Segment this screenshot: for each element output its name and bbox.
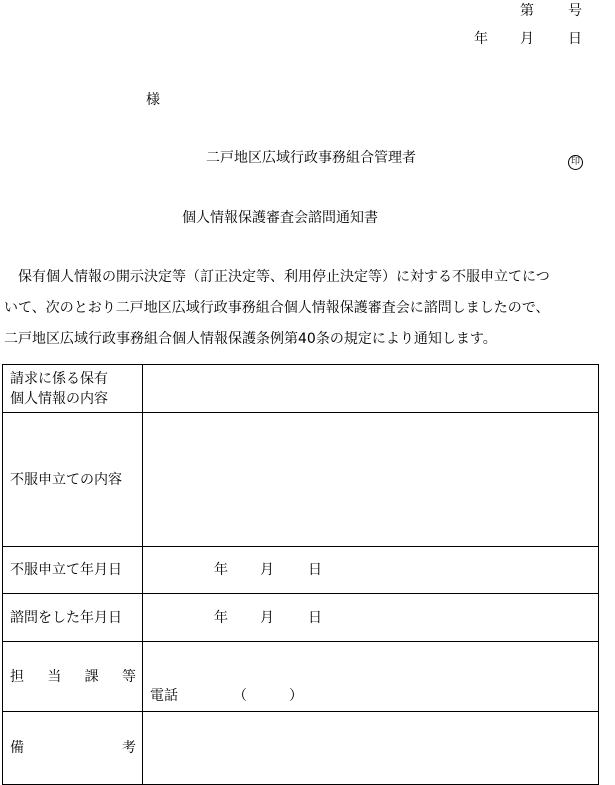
row-objection-content: [3, 413, 599, 547]
label-department-char-3: 課: [84, 668, 99, 685]
label-department-char-2: 当: [47, 668, 62, 685]
value-objection-date[interactable]: [143, 547, 599, 594]
row-objection-date: [3, 547, 599, 594]
label-objection-content: [3, 413, 143, 547]
label-remarks-char-1: 備: [10, 740, 24, 756]
label-requested-info-line2: 個人情報の内容: [10, 390, 108, 407]
row-consultation-date: [3, 594, 599, 642]
number-dai: 第: [520, 3, 534, 19]
addressee-suffix: 様: [146, 92, 160, 108]
objection-date-tsuki: 月: [260, 562, 274, 578]
label-objection-date: [3, 547, 143, 594]
number-go: 号: [568, 3, 582, 19]
label-consultation-date-text: 諮問をした年月日: [10, 609, 122, 626]
label-objection-content-text: 不服申立ての内容: [10, 471, 122, 488]
value-remarks[interactable]: [143, 712, 599, 785]
sender-name: 二戸地区広域行政事務組合管理者: [206, 150, 416, 166]
objection-date-fields: [143, 547, 598, 593]
label-requested-info: [3, 365, 143, 413]
phone-label: 電話: [150, 688, 178, 704]
seal-mark: [568, 151, 583, 170]
row-remarks: [3, 712, 599, 785]
label-consultation-date: [3, 594, 143, 642]
label-remarks: [3, 712, 143, 785]
label-remarks-char-2: 考: [122, 740, 136, 756]
consultation-date-fields: [143, 594, 598, 641]
date-tsuki: 月: [520, 31, 534, 47]
date-nen: 年: [474, 31, 488, 47]
body-line-3: 二戸地区広域行政事務組合個人情報保護条例第40条の規定により通知します。: [4, 331, 497, 347]
date-hi: 日: [568, 31, 582, 47]
value-requested-info[interactable]: [143, 365, 599, 413]
label-objection-date-text: 不服申立て年月日: [10, 562, 122, 578]
row-department: [3, 642, 599, 712]
label-department-char-4: 等: [121, 668, 136, 685]
consultation-date-nen: 年: [214, 609, 228, 626]
value-department[interactable]: [143, 642, 599, 712]
row-requested-info: [3, 365, 599, 413]
phone-line: [143, 686, 598, 708]
seal-icon: 印: [568, 155, 583, 170]
objection-date-nen: 年: [214, 562, 228, 578]
consultation-date-hi: 日: [308, 609, 322, 626]
phone-paren-close: ）: [289, 688, 303, 704]
label-remarks-text: [10, 738, 136, 758]
label-department-text: [10, 667, 136, 687]
label-requested-info-line1: 請求に係る保有: [10, 370, 108, 387]
objection-date-hi: 日: [308, 562, 322, 578]
consultation-date-tsuki: 月: [260, 609, 274, 626]
label-department-char-1: 担: [10, 668, 24, 685]
value-consultation-date[interactable]: [143, 594, 599, 642]
body-line-1: 保有個人情報の開示決定等（訂正決定等、利用停止決定等）に対する不服申立てにつ: [4, 269, 550, 285]
document-title: 個人情報保護審査会諮問通知書: [182, 210, 378, 226]
label-department: [3, 642, 143, 712]
body-line-2: いて、次のとおり二戸地区広域行政事務組合個人情報保護審査会に諮問しましたので、: [4, 300, 550, 316]
notification-form-table: [2, 364, 599, 785]
phone-paren-open: （: [233, 688, 247, 704]
value-objection-content[interactable]: [143, 413, 599, 547]
